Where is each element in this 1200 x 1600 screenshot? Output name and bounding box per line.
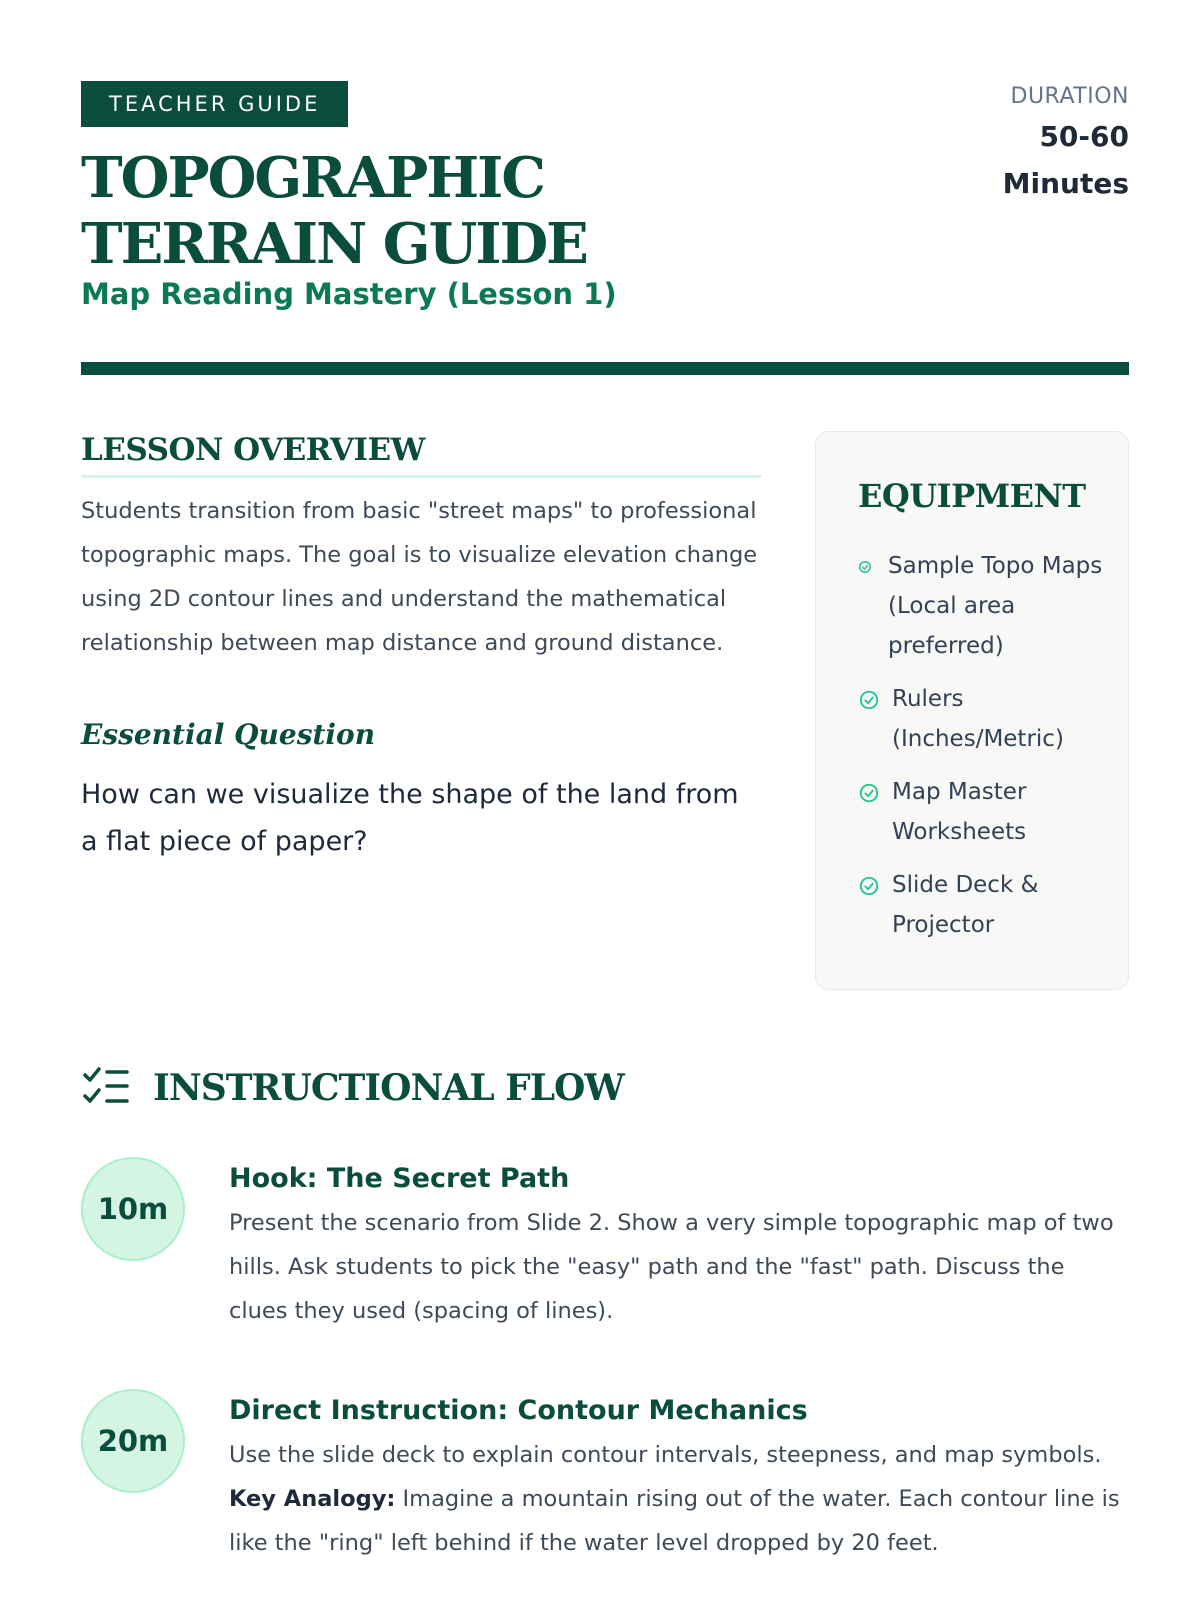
page-title: TOPOGRAPHIC TERRAIN GUIDE — [81, 145, 587, 277]
instructional-flow-section — [81, 1060, 1129, 1556]
lesson-overview-section — [81, 430, 761, 865]
step-text-part-b: Imagine a mountain rising out of the water. Each contour line is like the "ring" left behind if the water level dropped by 20 feet. — [229, 1486, 1120, 1556]
lesson-overview-text: Students transition from basic "street maps" to professional topographic maps. The goal is to visualize elevation change using 2D contour lines and understand the mathematical relationship between map distance and ground distance. — [81, 498, 758, 656]
step-title: Hook: The Secret Path — [229, 1163, 570, 1194]
equipment-list — [858, 546, 1108, 945]
equipment-heading: EQUIPMENT — [858, 477, 1086, 515]
check-circle-icon — [858, 782, 880, 808]
overview-underline — [81, 475, 761, 478]
lesson-overview-heading: LESSON OVERVIEW — [81, 432, 425, 468]
equipment-item-label: Rulers (Inches/Metric) — [892, 686, 1064, 752]
teacher-guide-badge: TEACHER GUIDE — [81, 81, 348, 127]
header — [81, 81, 1129, 311]
step-body — [229, 1157, 1129, 1333]
step-title: Direct Instruction: Contour Mechanics — [229, 1395, 808, 1426]
instructional-flow-header — [81, 1060, 1129, 1116]
equipment-panel — [815, 431, 1129, 990]
check-circle-icon — [858, 689, 880, 715]
essential-question-heading: Essential Question — [81, 718, 376, 751]
equipment-item — [858, 546, 1108, 666]
check-circle-icon — [858, 875, 880, 901]
step-body — [229, 1389, 1129, 1565]
equipment-item — [858, 772, 1108, 852]
step-time-badge: 20m — [81, 1389, 185, 1493]
step-text: Present the scenario from Slide 2. Show a very simple topographic map of two hills. Ask students to pick the "easy" path and the "fast" path. Discuss the clues they used (spacing of lines). — [229, 1210, 1114, 1324]
page-subtitle: Map Reading Mastery (Lesson 1) — [81, 277, 617, 311]
step-text — [229, 1433, 1129, 1565]
step-time-badge: 10m — [81, 1157, 185, 1261]
equipment-item-label: Sample Topo Maps (Local area preferred) — [888, 553, 1103, 659]
header-divider — [81, 362, 1129, 375]
key-analogy-label: Key Analogy: — [229, 1486, 396, 1512]
duration-value-line2: Minutes — [1002, 167, 1129, 200]
check-circle-icon — [858, 559, 872, 578]
duration-block — [1003, 81, 1129, 207]
instructional-flow-heading: INSTRUCTIONAL FLOW — [153, 1067, 624, 1109]
equipment-item — [858, 865, 1108, 945]
equipment-item — [858, 679, 1108, 759]
duration-label: DURATION — [1010, 84, 1129, 109]
duration-value-line1: 50-60 — [1039, 120, 1129, 153]
equipment-item-label: Slide Deck & Projector — [892, 872, 1039, 938]
list-checks-icon — [81, 1065, 131, 1111]
equipment-item-label: Map Master Worksheets — [892, 779, 1027, 845]
step-text-part-a: Use the slide deck to explain contour intervals, steepness, and map symbols. — [229, 1442, 1102, 1468]
essential-question-text: How can we visualize the shape of the land from a flat piece of paper? — [81, 779, 739, 857]
